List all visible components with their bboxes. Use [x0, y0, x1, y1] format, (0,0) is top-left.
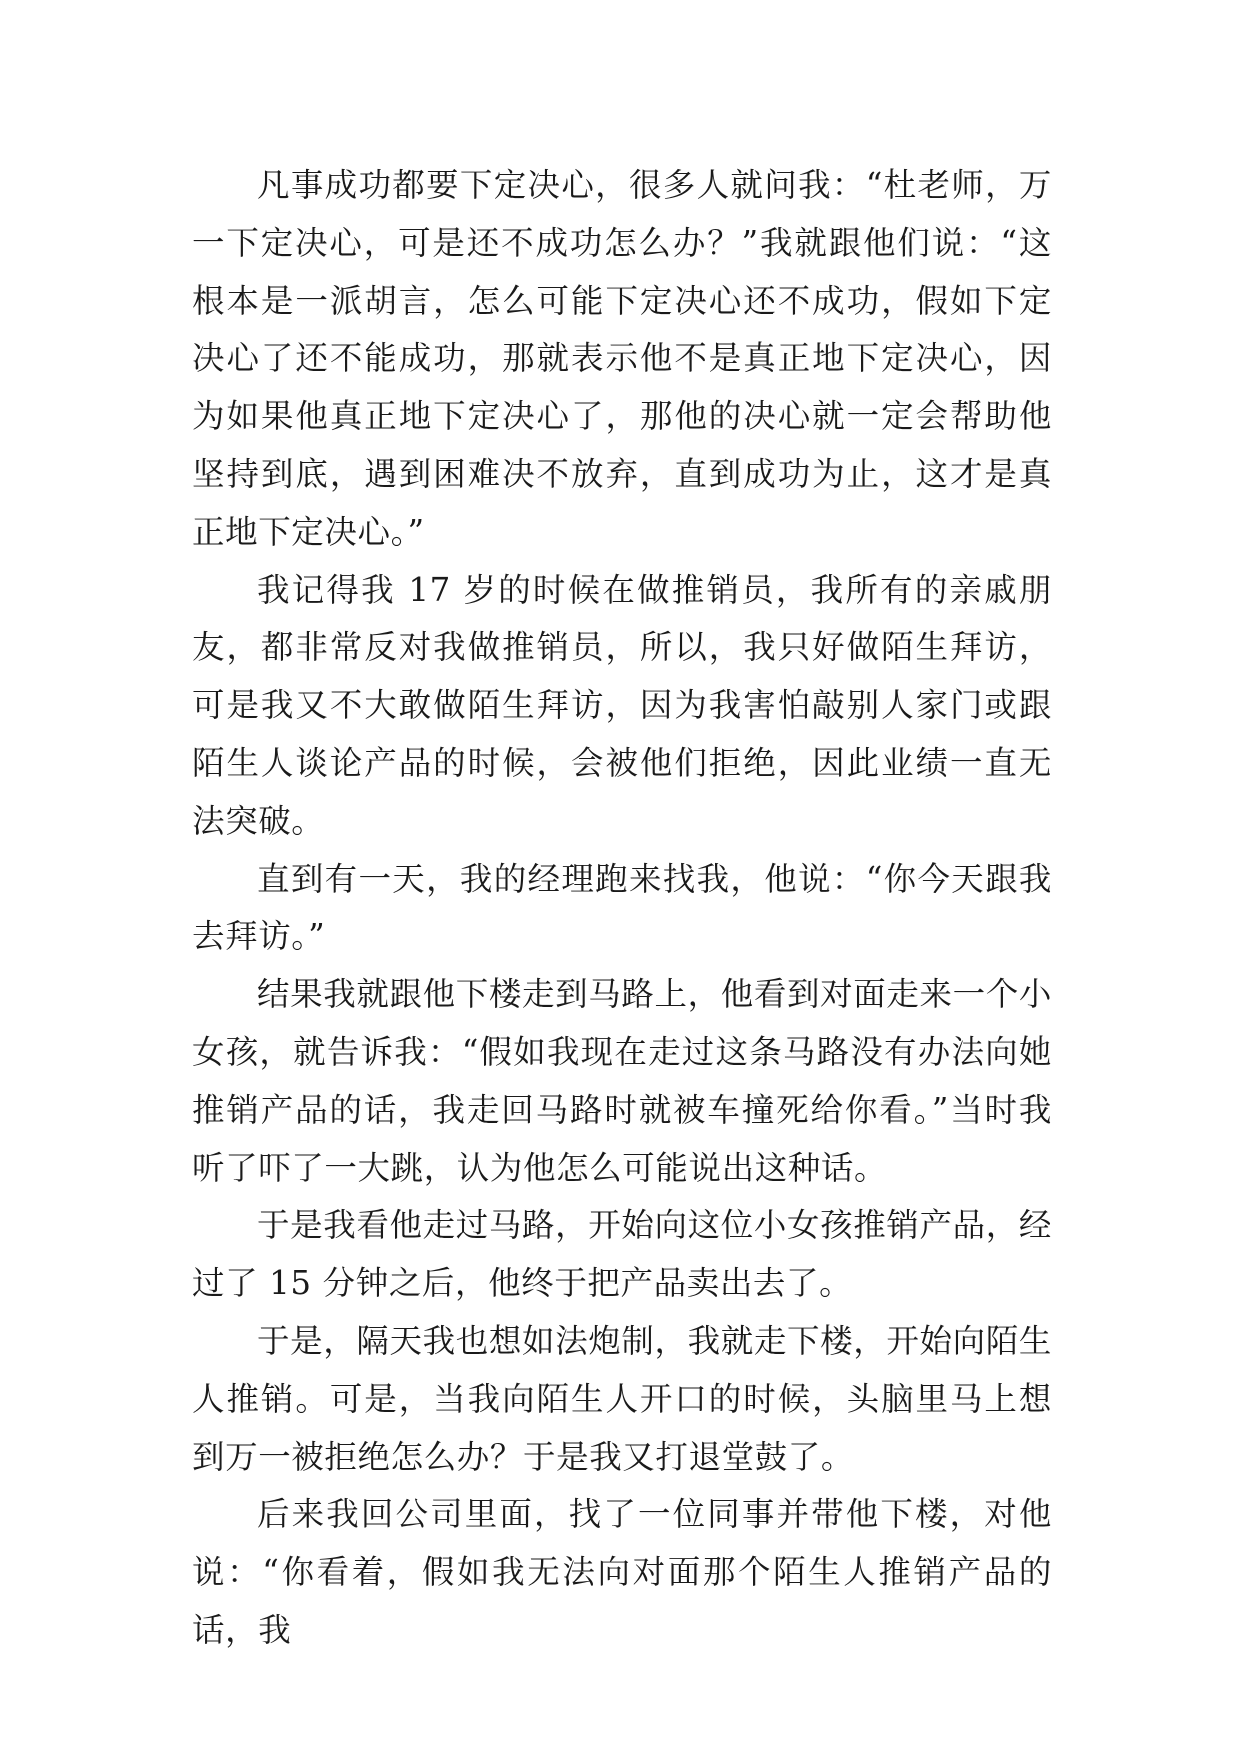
paragraph: 于是，隔天我也想如法炮制，我就走下楼，开始向陌生人推销。可是，当我向陌生人开口的时候，头脑里马上想到万一被拒绝怎么办？于是我又打退堂鼓了。: [192, 1321, 1052, 1476]
paragraph: 于是我看他走过马路，开始向这位小女孩推销产品，经过了 15 分钟之后，他终于把产品卖出去了。: [192, 1206, 1052, 1303]
paragraph: 直到有一天，我的经理跑来找我，他说：“你今天跟我去拜访。”: [192, 859, 1052, 956]
paragraph: 我记得我 17 岁的时候在做推销员，我所有的亲戚朋友，都非常反对我做推销员，所以，我只好做陌生拜访，可是我又不大敢做陌生拜访，因为我害怕敲别人家门或跟陌生人谈论产品的时候，会被他们拒绝，因此业绩一直无法突破。: [192, 570, 1052, 840]
paragraph: 后来我回公司里面，找了一位同事并带他下楼，对他说：“你看着，假如我无法向对面那个陌生人推销产品的话，我: [192, 1495, 1052, 1649]
paragraph: 结果我就跟他下楼走到马路上，他看到对面走来一个小女孩，就告诉我：“假如我现在走过这条马路没有办法向她推销产品的话，我走回马路时就被车撞死给你看。”当时我听了吓了一大跳，认为他怎么可能说出这种话。: [192, 975, 1052, 1187]
body-text: [192, 157, 1052, 1660]
paragraph: 凡事成功都要下定决心，很多人就问我：“杜老师，万一下定决心，可是还不成功怎么办？”我就跟他们说：“这根本是一派胡言，怎么可能下定决心还不成功，假如下定决心了还不能成功，那就表示他不是真正地下定决心，因为如果他真正地下定决心了，那他的决心就一定会帮助他坚持到底，遇到困难决不放弃，直到成功为止，这才是真正地下定决心。”: [192, 166, 1052, 551]
